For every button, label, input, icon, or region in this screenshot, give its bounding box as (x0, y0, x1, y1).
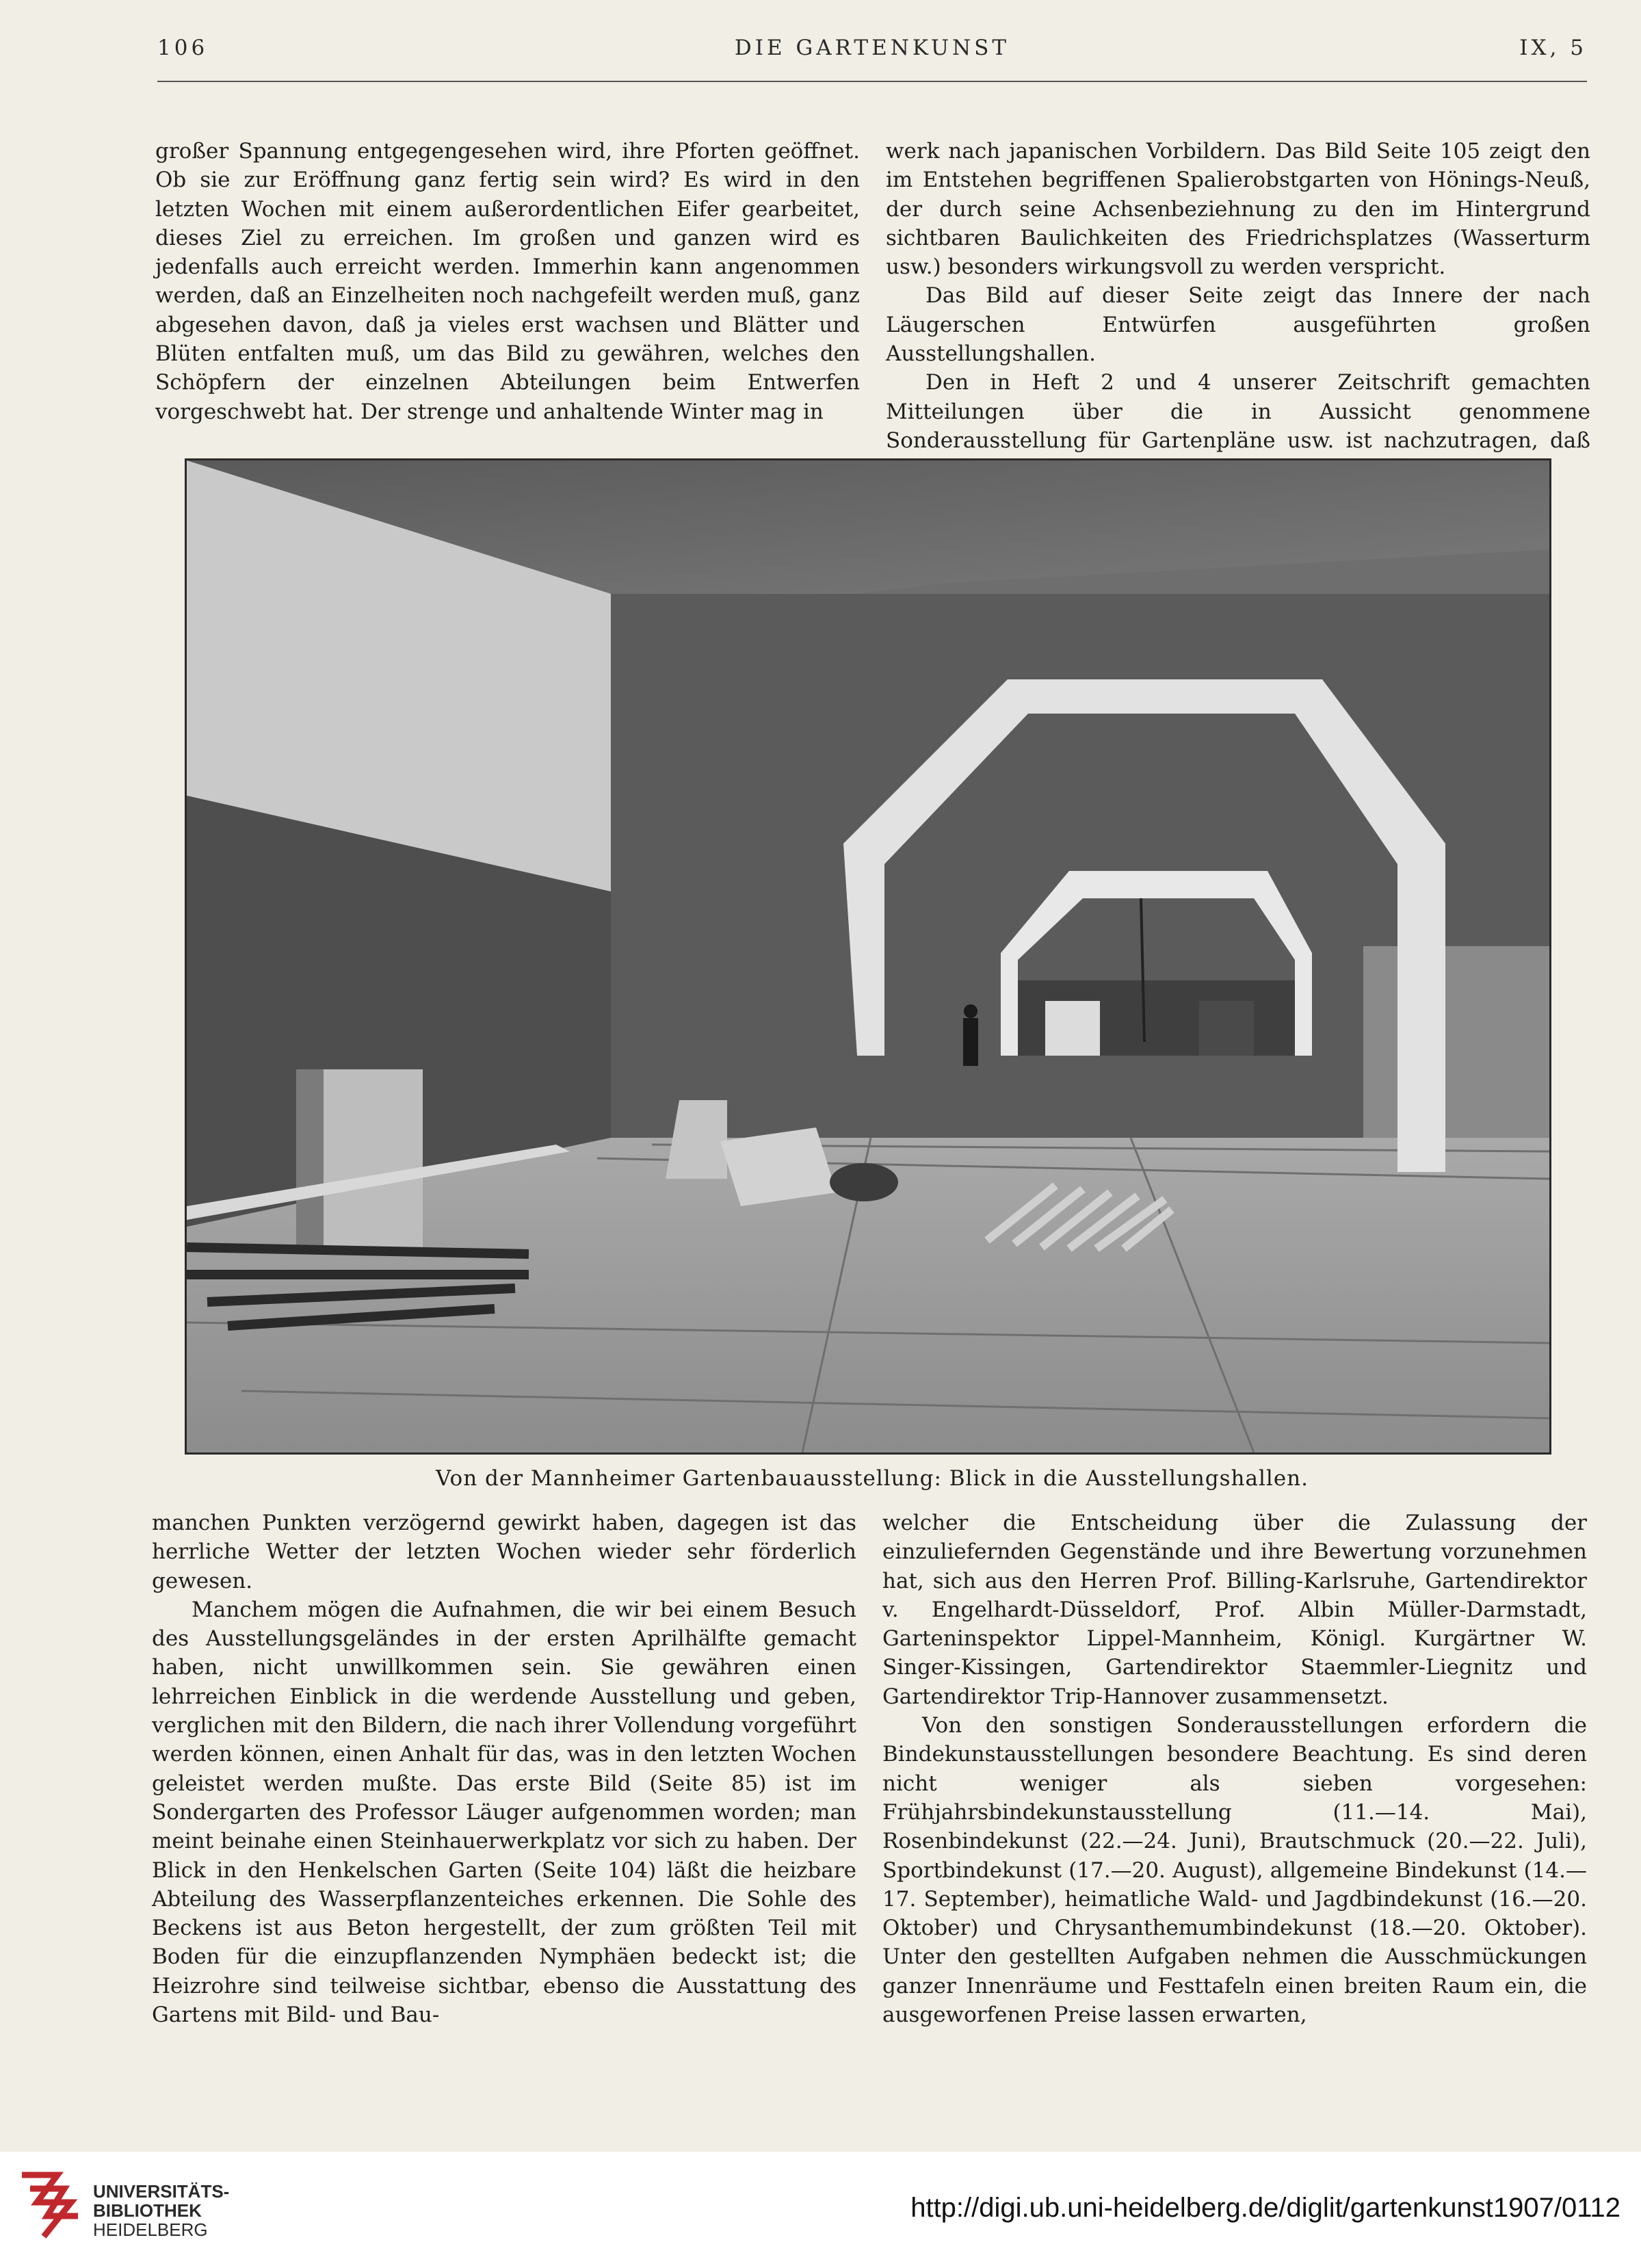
permalink-url[interactable]: http://digi.ub.uni-heidelberg.de/diglit/gartenkunst1907/0112 (910, 2193, 1620, 2223)
paragraph: Das Bild auf dieser Seite zeigt das Innere der nach Läugerschen Entwürfen ausgeführten großen Ausstellungshallen. (886, 283, 1590, 367)
top-left-column (155, 137, 860, 426)
paragraph: Von den sonstigen Sonderausstellungen erfordern die Bindekunstausstellungen besondere Beachtung. Es sind deren nicht weniger als sieben vorgesehen: Frühjahrsbindekunstausstellung (11.—14. Mai), Rosenbindekunst (22.—24. Juni), Brautschmuck (20.—22. Juli), Sportbindekunst (17.—20. August), allgemeine Bindekunst (14.—17. September), heimatliche Wald- und Jagdbindekunst (16.—20. Oktober) und Chrysanthemumbindekunst (18.—20. Oktober). Unter den gestellten Aufgaben nehmen die Ausschmückungen ganzer Innenräume und Festtafeln einen breiten Raum ein, die ausgeworfenen Preise lassen erwarten, (882, 1713, 1587, 2028)
bottom-right-column (882, 1509, 1587, 2029)
header-rule (157, 81, 1587, 82)
library-name-line: BIBLIOTHEK (93, 2200, 202, 2221)
university-library-logo[interactable] (16, 2161, 85, 2257)
page-number: 106 (157, 36, 209, 60)
logo-mark (22, 2175, 71, 2237)
library-footer (0, 2152, 1641, 2268)
exhibition-hall-photo (185, 458, 1551, 1455)
journal-title: DIE GARTENKUNST (734, 36, 1010, 60)
paragraph: Den in Heft 2 und 4 unserer Zeitschrift gemachten Mitteilungen über die in Aussicht genommene Sonderausstellung für Gartenpläne usw. ist nachzutragen, daß (886, 370, 1590, 453)
running-head (157, 36, 1587, 70)
library-name (93, 2182, 229, 2239)
volume-issue: IX, 5 (1519, 36, 1587, 60)
bottom-left-column (152, 1509, 856, 2029)
paragraph: großer Spannung entgegengesehen wird, ihre Pforten geöffnet. Ob sie zur Eröffnung ganz fertig sein wird? Es wird in den letzten Wochen mit einem außerordentlichen Eifer gearbeitet, dieses Ziel zu erreichen. Im großen und ganzen wird es jedenfalls auch erreicht werden. Immerhin kann angenommen werden, daß an Einzelheiten noch nachgefeilt werden muß, ganz abgesehen davon, daß ja vieles erst wachsen und Blätter und Blüten entfalten muß, um das Bild zu gewähren, welches den Schöpfern der einzelnen Abteilungen beim Entwerfen vorgeschwebt hat. Der strenge und anhaltende Winter mag in (155, 139, 860, 424)
figure-caption: Von der Mannheimer Gartenbauausstellung: Blick in die Ausstellungshallen. (435, 1466, 1309, 1491)
library-name-line: HEIDELBERG (93, 2219, 208, 2240)
paragraph: Manchem mögen die Aufnahmen, die wir bei einem Besuch des Ausstellungsgeländes in der ersten Aprilhälfte gemacht haben, nicht unwillkommen sein. Sie gewähren einen lehrreichen Einblick in die werdende Ausstellung und geben, verglichen mit den Bildern, die nach ihrer Vollendung vorgeführt werden können, einen Anhalt für das, was in den letzten Wochen geleistet werden mußte. Das erste Bild (Seite 85) ist im Sondergarten des Professor Läuger aufgenommen worden; man meint beinahe einen Steinhauerwerkplatz vor sich zu haben. Der Blick in den Henkelschen Garten (Seite 104) läßt die heizbare Abteilung des Wasserpflanzenteiches erkennen. Die Sohle des Beckens ist aus Beton hergestellt, der zum größten Teil mit Boden für die einzupflanzenden Nymphäen bedeckt ist; die Heizrohre sind teilweise sichtbar, ebenso die Ausstattung des Gartens mit Bild- und Bau- (152, 1597, 856, 2028)
paragraph: werk nach japanischen Vorbildern. Das Bild Seite 105 zeigt den im Entstehen begriffenen Spalierobstgarten von Hönings-Neuß, der durch seine Achsenbeziehnung zu den im Hintergrund sichtbaren Baulichkeiten des Friedrichsplatzes (Wasserturm usw.) besonders wirkungsvoll zu werden verspricht. (886, 139, 1590, 280)
library-name-line: UNIVERSITÄTS- (93, 2181, 230, 2202)
top-right-column (886, 137, 1590, 484)
paragraph: manchen Punkten verzögernd gewirkt haben, dagegen ist das herrliche Wetter der letzten Wochen wieder sehr förderlich gewesen. (152, 1511, 856, 1593)
paragraph: welcher die Entscheidung über die Zulassung der einzuliefernden Gegenstände und ihre Bewertung vorzunehmen hat, sich aus den Herren Prof. Billing-Karlsruhe, Gartendirektor v. Engelhardt-Düsseldorf, Prof. Albin Müller-Darmstadt, Garteninspektor Lippel-Mannheim, Königl. Kurgärtner W. Singer-Kissingen, Gartendirektor Staemmler-Liegnitz und Gartendirektor Trip-Hannover zusammensetzt. (882, 1511, 1587, 1709)
